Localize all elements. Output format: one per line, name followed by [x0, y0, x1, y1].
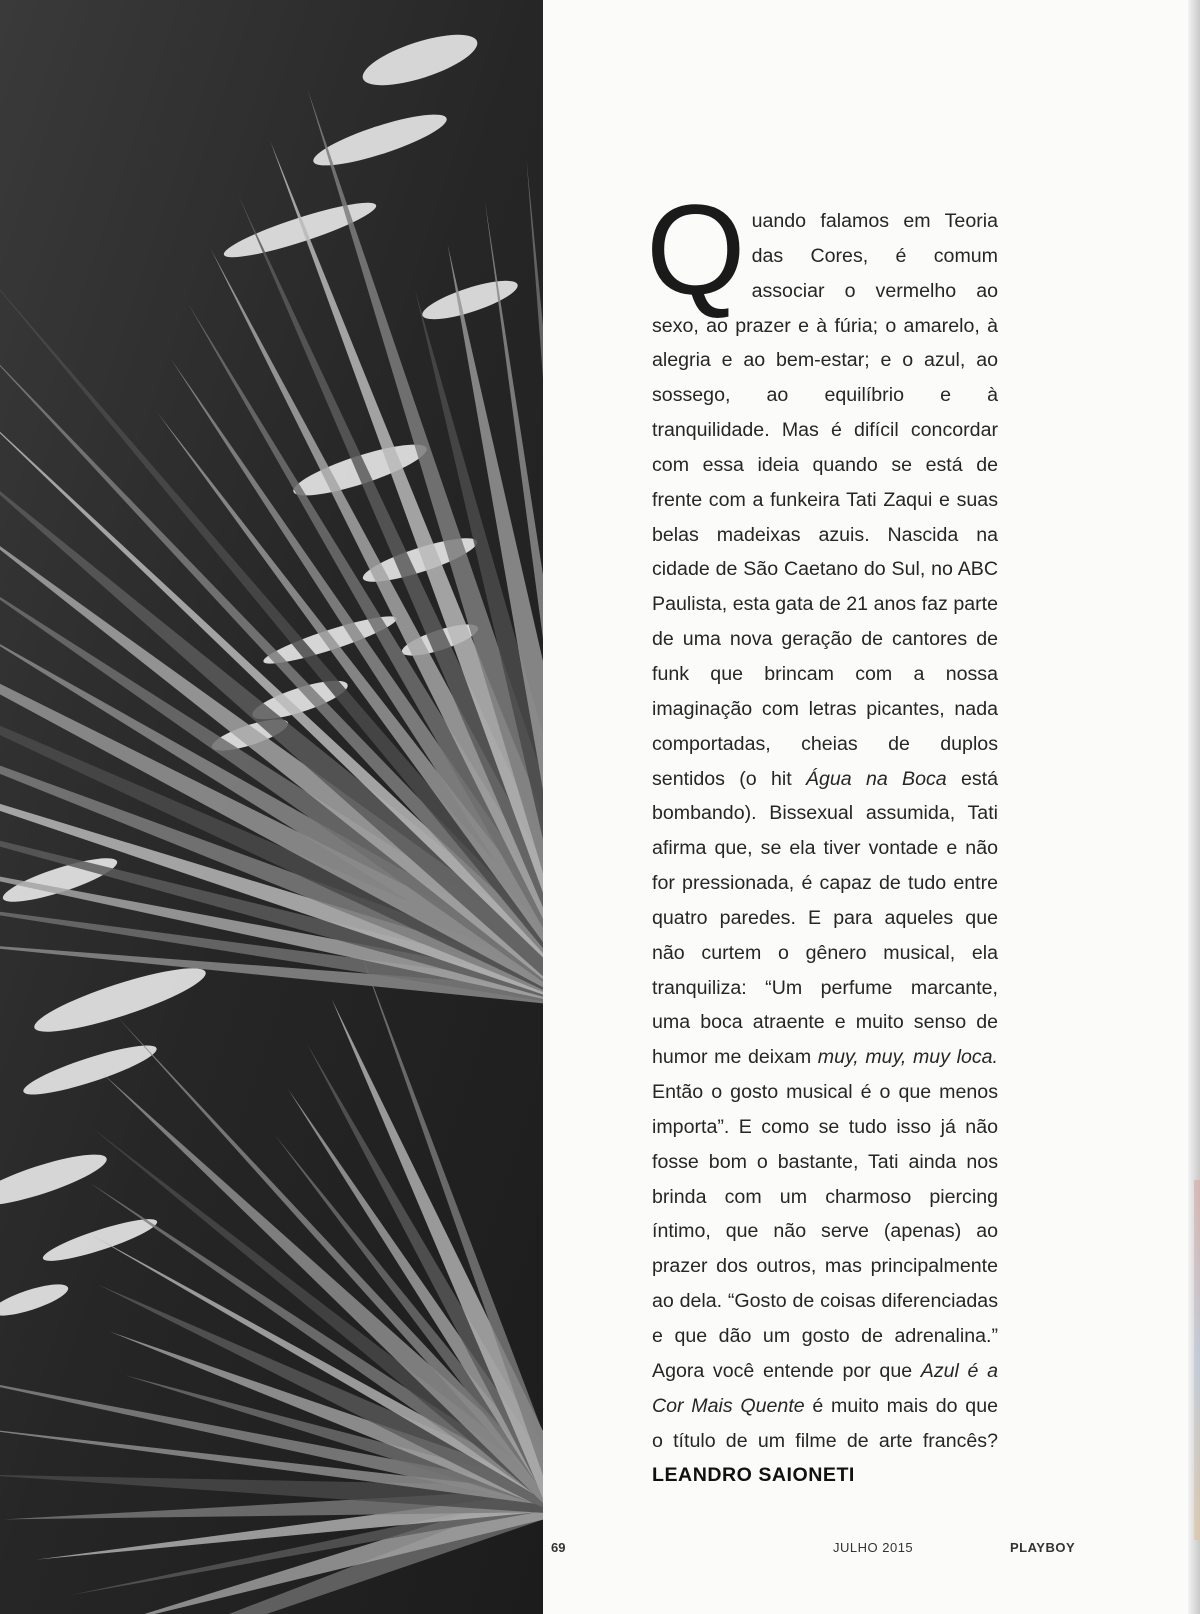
- article-paragraph: [646, 179, 998, 1493]
- article-body-1: uando falamos em Teoria das Cores, é comum associar o vermelho ao sexo, ao prazer e à fúria; o amarelo, à alegria e ao bem-estar; e o azul, ao sossego, ao equilíbrio e à tranquilidade. Mas é difícil concordar com essa ideia quando se está de frente com a funkeira Tati Zaqui e suas belas madeixas azuis. Nascida na cidade de São Caetano do Sul, no ABC Paulista, esta gata de 21 anos faz parte de uma nova geração de cantores de funk que brincam com a nossa imaginação com letras picantes, nada comportadas, cheias de duplos sentidos (o hit: [652, 210, 998, 790]
- author-byline: LEANDRO SAIONETI: [652, 1464, 855, 1487]
- film-title: Azul é a Cor Mais Quente: [652, 1359, 998, 1417]
- song-title: Água na Boca: [805, 767, 947, 790]
- drop-cap: Q: [646, 179, 746, 322]
- issue-date: JULHO 2015: [833, 1540, 914, 1555]
- article-body-2: está bombando). Bissexual assumida, Tati afirma que, se ela tiver vontade e não for pressionada, é capaz de tudo entre quatro paredes. E para aqueles que não curtem o gênero musical, ela tranquiliza: “Um perfume marcante, uma boca atraente e muito senso de humor me deixam: [652, 767, 998, 1069]
- scan-edge-color: [1194, 1180, 1200, 1540]
- quote-italic: muy, muy, muy loca.: [817, 1046, 998, 1069]
- article-body-4: é muito mais do que o título de um filme de arte francês?: [652, 1394, 998, 1452]
- article-text: [646, 179, 998, 1493]
- magazine-brand: PLAYBOY: [1010, 1540, 1076, 1555]
- palm-leaves-photo: [0, 0, 543, 1614]
- page-number: 69: [551, 1540, 566, 1555]
- article-body-3: Então o gosto musical é o que menos importa”. E como se tudo isso já não fosse bom o bastante, Tati ainda nos brinda com um charmoso piercing íntimo, que não serve (apenas) ao prazer dos outros, mas principalmente ao dela. “Gosto de coisas diferenciadas e que dão um gosto de adrenalina.” Agora você entende por que: [652, 1081, 998, 1382]
